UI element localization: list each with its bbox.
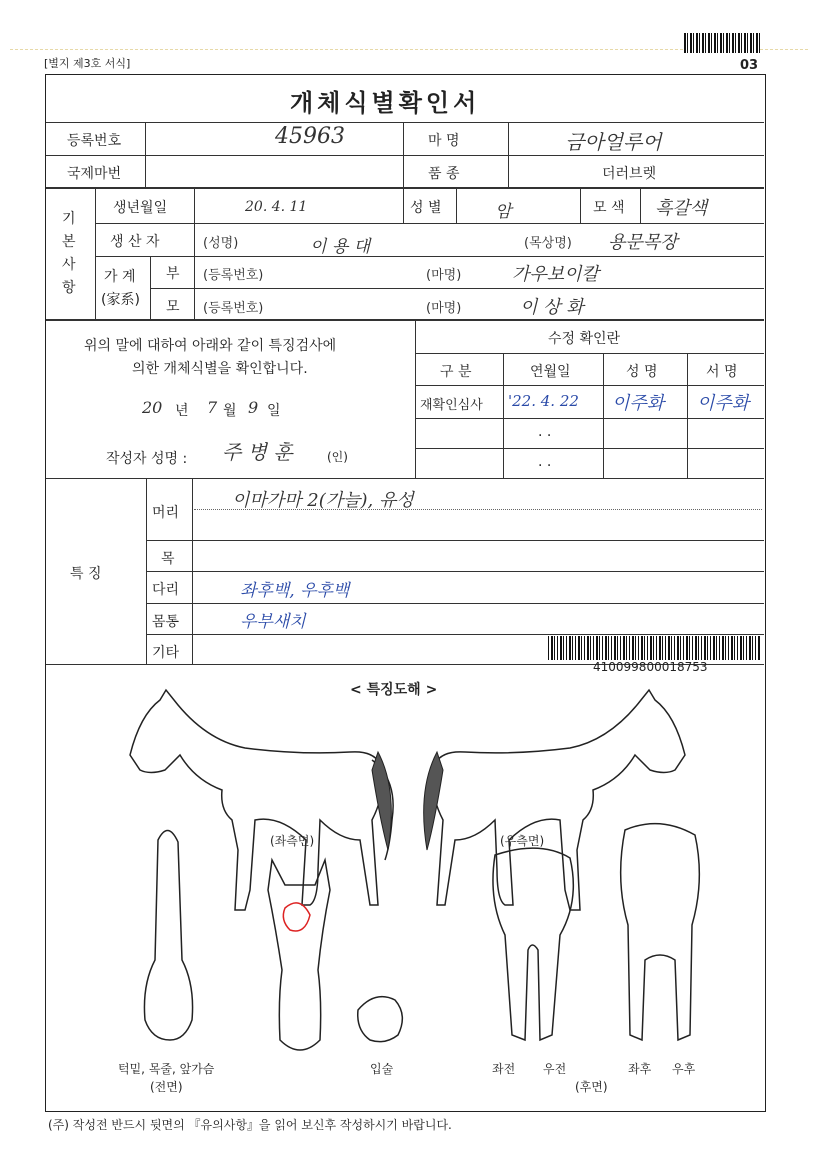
revision-date: . . — [538, 424, 552, 440]
farm-hint: (목상명) — [524, 236, 572, 251]
feature-label: 머리 — [152, 505, 180, 521]
front-left-leg-label: 좌전 — [492, 1062, 516, 1076]
reg-no-value: 45963 — [275, 124, 345, 149]
form-label: [별지 제3호 서식] — [44, 57, 131, 70]
sire-regno-hint: (등록번호) — [203, 268, 264, 283]
family-label: 가 계 — [104, 269, 136, 285]
farm-value: 용문목장 — [608, 232, 678, 253]
breed-label: 품 종 — [428, 166, 460, 182]
footer-note: (주) 작성전 반드시 뒷면의 『유의사항』을 읽어 보신후 작성하시기 바랍니다. — [48, 1118, 452, 1132]
family-label-hanja: (家系) — [101, 292, 140, 308]
color-value: 흑갈색 — [655, 198, 708, 219]
sex-value: 암 — [495, 202, 512, 222]
date-day: 9 — [248, 398, 259, 417]
basic-label-4: 항 — [62, 280, 76, 296]
basic-label-2: 본 — [62, 234, 76, 250]
date-year: 20 — [142, 398, 163, 417]
dam-name-hint: (마명) — [426, 301, 462, 316]
birth-label: 생년월일 — [113, 200, 168, 216]
statement-line1: 위의 말에 대하여 아래와 같이 특징검사에 — [84, 338, 337, 354]
horse-name-label: 마 명 — [428, 133, 460, 149]
page-number: 03 — [740, 58, 759, 73]
writer-signature: 주 병 훈 — [222, 440, 293, 464]
diagram-title: < 특징도해 > — [350, 682, 438, 698]
rear-label: (후면) — [575, 1080, 608, 1094]
revision-name: 이주화 — [612, 393, 665, 414]
rear-left-leg-label: 좌후 — [628, 1062, 652, 1076]
intl-no-label: 국제마번 — [67, 166, 122, 182]
revision-title: 수정 확인란 — [548, 331, 621, 347]
feature-label: 목 — [161, 551, 175, 567]
basic-label-3: 사 — [62, 257, 76, 273]
revision-date: '22. 4. 22 — [508, 392, 579, 410]
page-title: 개체식별확인서 — [290, 89, 481, 117]
color-label: 모 색 — [593, 200, 625, 216]
birth-value: 20. 4. 11 — [245, 199, 308, 215]
front-right-leg-label: 우전 — [543, 1062, 567, 1076]
rear-right-leg-label: 우후 — [672, 1062, 696, 1076]
sire-name: 가우보이칼 — [512, 264, 599, 285]
revision-type: 재확인심사 — [420, 398, 483, 413]
reg-no-label: 등록번호 — [67, 133, 122, 149]
date-day-unit: 일 — [267, 403, 281, 419]
feature-label: 몸통 — [152, 614, 180, 630]
breeder-value: 이 용 대 — [310, 237, 371, 257]
right-side-label: (우측면) — [500, 834, 545, 848]
features-label: 특 징 — [70, 566, 102, 582]
statement-line2: 의한 개체식별을 확인합니다. — [132, 361, 308, 377]
dam-name: 이 상 화 — [520, 297, 584, 318]
sire-name-hint: (마명) — [426, 268, 462, 283]
breeder-name-hint: (성명) — [203, 236, 239, 251]
feature-value: 이마가마 2(가늘), 유성 — [232, 490, 414, 511]
date-year-unit: 년 — [175, 403, 189, 419]
feature-label: 다리 — [152, 582, 180, 598]
writer-label: 작성자 성명 : — [106, 451, 188, 467]
revision-header-type: 구 분 — [440, 364, 472, 380]
date-month-unit: 월 — [223, 403, 237, 419]
revision-sign: 이주화 — [697, 393, 750, 414]
seal-mark: (인) — [327, 450, 348, 464]
horse-name-value: 금아얼루어 — [565, 130, 662, 154]
dam-regno-hint: (등록번호) — [203, 301, 264, 316]
revision-date: . . — [538, 454, 552, 470]
breeder-label: 생 산 자 — [110, 234, 160, 250]
revision-header-date: 연월일 — [530, 364, 571, 380]
sire-label: 부 — [166, 266, 180, 282]
sex-label: 성 별 — [410, 200, 442, 216]
feature-value: 좌후백, 우후백 — [240, 581, 350, 601]
revision-header-sign: 서 명 — [706, 364, 738, 380]
feature-label: 기타 — [152, 645, 180, 661]
breed-value: 더러브렛 — [602, 166, 657, 182]
barcode-number: 410099800018753 — [593, 660, 708, 674]
date-month: 7 — [207, 398, 218, 417]
left-side-label: (좌측면) — [270, 834, 315, 848]
front-caption: 턱밑, 목줄, 앞가슴 — [118, 1062, 215, 1076]
front-label: (전면) — [150, 1080, 183, 1094]
feature-value: 우부새치 — [240, 612, 306, 632]
lip-caption: 입술 — [370, 1062, 394, 1076]
basic-label-1: 기 — [62, 211, 76, 227]
dam-label: 모 — [166, 299, 180, 315]
revision-header-name: 성 명 — [626, 364, 658, 380]
